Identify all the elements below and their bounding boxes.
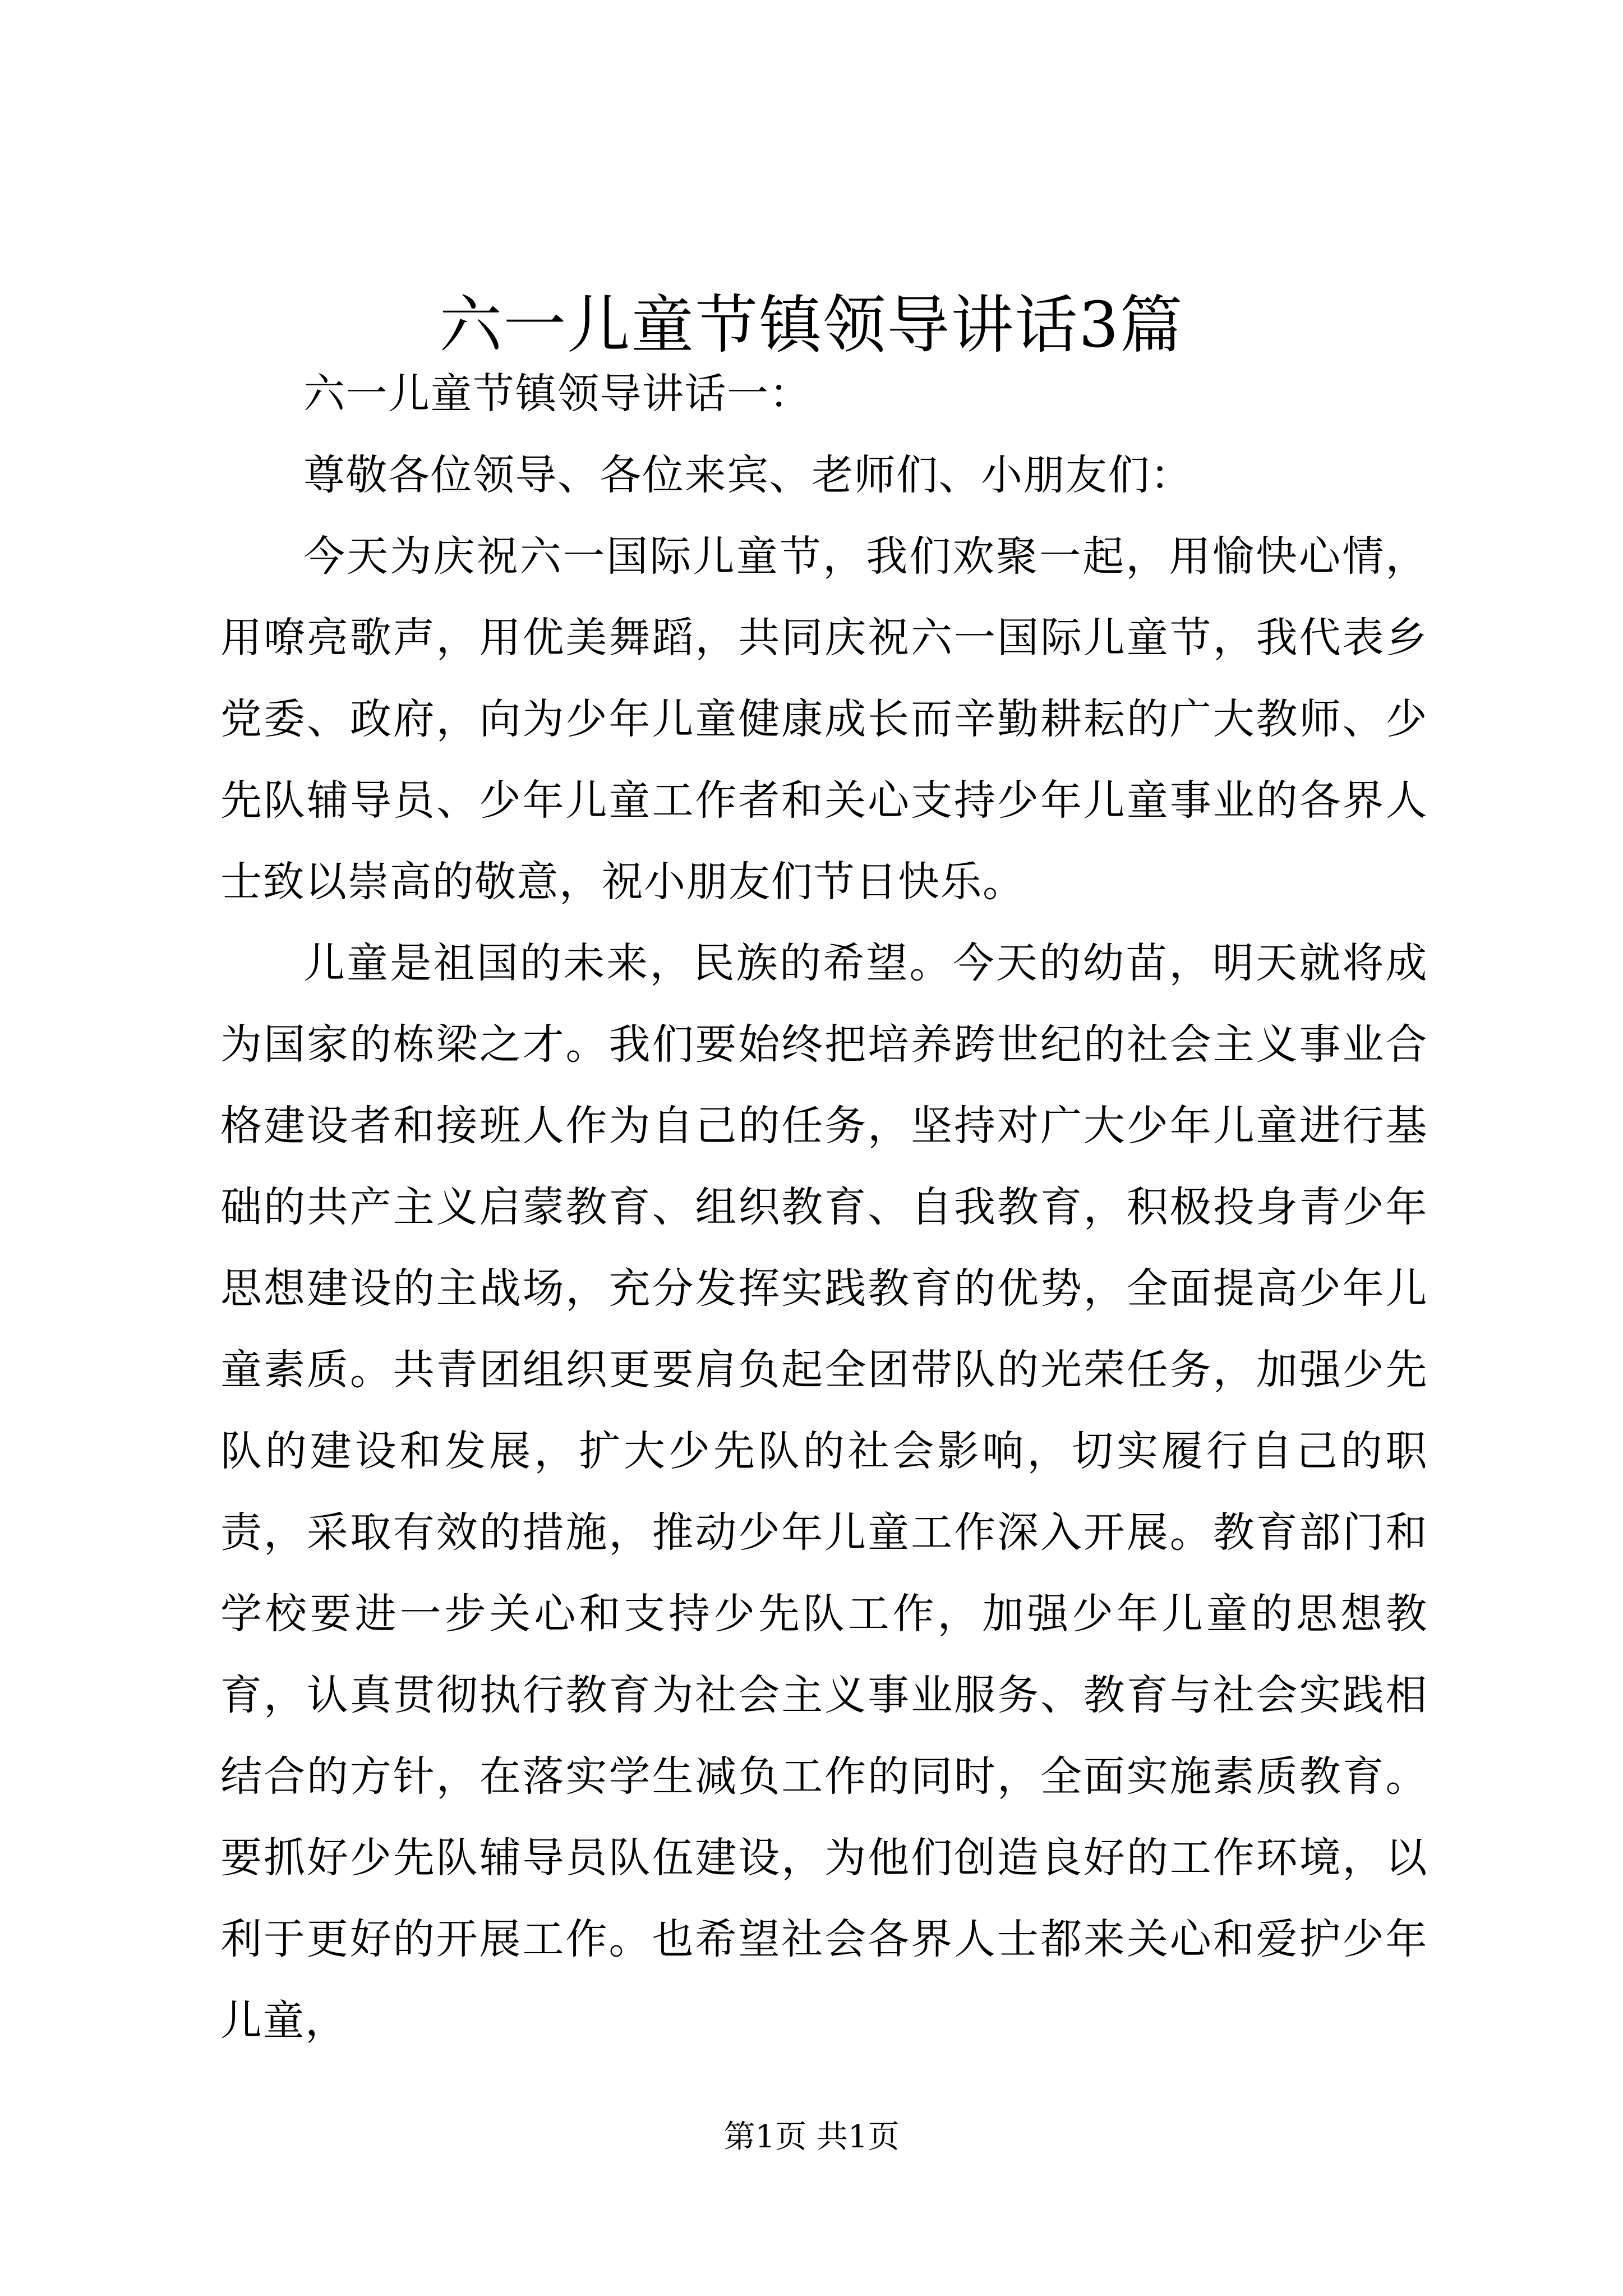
document-title: 六一儿童节镇领导讲话3篇 <box>439 289 1184 362</box>
speech-heading: 六一儿童节镇领导讲话一： <box>303 370 811 418</box>
salutation: 尊敬各位领导、各位来宾、老师们、小朋友们： <box>303 451 1193 499</box>
paragraph-opening: 今天为庆祝六一国际儿童节，我们欢聚一起，用愉快心情，用嘹亮歌声，用优美舞蹈，共同庆祝六一国际儿童节，我代表乡党委、政府，向为少年儿童健康成长而辛勤耕耘的广大教师、少先队辅导员、少年儿童工作者和关心支持少年儿童事业的各界人士致以崇高的敬意，祝小朋友们节日快乐。 <box>220 532 1428 906</box>
document-body <box>220 353 1428 2062</box>
page-footer: 第1页 共1页 <box>723 2119 900 2155</box>
paragraph-children-future: 儿童是祖国的未来，民族的希望。今天的幼苗，明天就将成为国家的栋梁之才。我们要始终把培养跨世纪的社会主义事业合格建设者和接班人作为自己的任务，坚持对广大少年儿童进行基础的共产主义启蒙教育、组织教育、自我教育，积极投身青少年思想建设的主战场，充分发挥实践教育的优势，全面提高少年儿童素质。共青团组织更要肩负起全团带队的光荣任务，加强少先队的建设和发展，扩大少先队的社会影响，切实履行自己的职责，采取有效的措施，推动少年儿童工作深入开展。教育部门和学校要进一步关心和支持少先队工作，加强少年儿童的思想教育，认真贯彻执行教育为社会主义事业服务、教育与社会实践相结合的方针，在落实学生减负工作的同时，全面实施素质教育。要抓好少先队辅导员队伍建设，为他们创造良好的工作环境，以利于更好的开展工作。也希望社会各界人士都来关心和爱护少年儿童， <box>220 939 1428 2045</box>
